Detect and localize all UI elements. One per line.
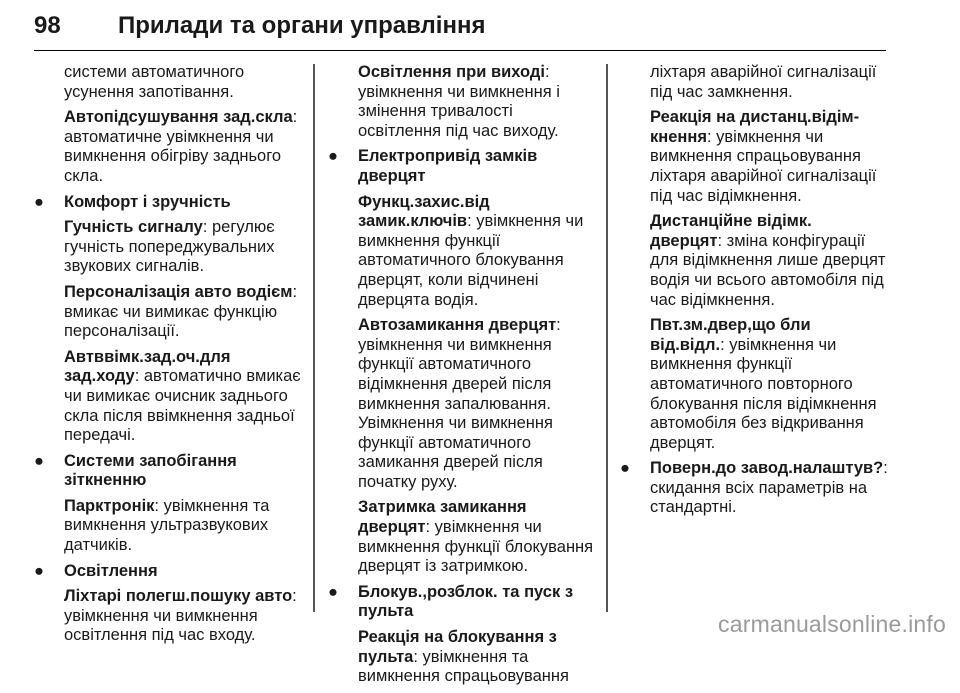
term: Функц.захис.від замик.ключів xyxy=(358,192,490,231)
term: Реакція на дистанц.відім-кнення xyxy=(650,108,860,146)
bullet-icon: ● xyxy=(34,192,44,211)
column-divider-2 xyxy=(606,64,608,612)
term: Автопідсушування зад.скла xyxy=(64,108,293,127)
term: Персоналізація авто водієм xyxy=(64,282,293,301)
term: Ліхтарі полегш.пошуку авто xyxy=(64,587,293,606)
paragraph: Пвт.зм.двер,що бли від.відл.: увімкнення чи вимкнення функції автоматичного повторного блокування після відімкнення автомобіля без відкривання дверцят. xyxy=(650,316,877,452)
term: Дистанційне відімк. дверцят xyxy=(650,212,812,250)
paragraph: ліхтаря аварійної сигналізації під час замкнення. xyxy=(650,63,877,101)
term: Освітлення при виході xyxy=(358,63,545,81)
bullet-heading: Системи запобігання зіткненню xyxy=(64,451,237,490)
bullet-icon: ● xyxy=(620,459,630,478)
paragraph: системи автоматичного усунення запотівання. xyxy=(64,63,245,101)
column-3 xyxy=(620,63,888,524)
term: Автввімк.зад.оч.для зад.ходу xyxy=(64,347,231,386)
bullet-heading: Комфорт і зручність xyxy=(64,192,231,211)
page-title: Прилади та органи управління xyxy=(118,12,486,39)
bullet-item xyxy=(34,193,306,213)
term: Парктронік xyxy=(64,496,155,515)
paragraph: Реакція на блокування з пульта: увімкнення та вимкнення спрацьовування xyxy=(358,628,569,686)
bullet-icon: ● xyxy=(328,147,338,166)
paragraph: Автозамикання дверцят: увімкнення чи вимкнення функції автоматичного відімкнення дверей після вимкнення запалювання. Увімкнення чи вимкнення функції автоматичного замикання дверей після початку руху. xyxy=(358,316,561,491)
term: Автозамикання дверцят xyxy=(358,316,557,335)
bullet-heading: Поверн.до завод.налаштув? xyxy=(650,459,884,478)
term: Реакція на блокування з пульта xyxy=(358,628,557,666)
bullet-icon: ● xyxy=(328,582,338,601)
paragraph: Автопідсушування зад.скла: автоматичне увімкнення чи вимкнення обігріву заднього скла. xyxy=(64,108,298,185)
bullet-item: ● Поверн.до завод.налаштув?: скидання всіх параметрів на стандартні. xyxy=(620,459,888,517)
paragraph: Функц.захис.від замик.ключів: увімкнення чи вимкнення функції автоматичного блокування дверцят, коли відчинені дверцята водія. xyxy=(358,192,584,309)
paragraph: Автввімк.зад.оч.для зад.ходу: автоматично вмикає чи вимикає очисник заднього скла після ввімкнення задньої передачі. xyxy=(64,347,301,445)
paragraph: Реакція на дистанц.відім-кнення: увімкнення чи вимкнення спрацьовування ліхтаря аварійної сигналізації під час відімкнення. xyxy=(650,108,877,205)
column-divider-1 xyxy=(313,64,315,612)
paragraph: Ліхтарі полегш.пошуку авто: увімкнення чи вимкнення освітлення під час входу. xyxy=(64,587,297,645)
term: Гучність сигналу xyxy=(64,218,203,237)
bullet-heading: Освітлення xyxy=(64,561,158,580)
column-2 xyxy=(328,63,600,693)
watermark: carmanualsonline.info xyxy=(718,611,946,637)
bullet-icon: ● xyxy=(34,561,44,580)
bullet-item xyxy=(34,562,306,582)
paragraph: Персоналізація авто водієм: вмикає чи вимикає функцію персоналізації. xyxy=(64,282,298,341)
term: Пвт.зм.двер,що бли від.відл. xyxy=(650,316,811,354)
page-header xyxy=(34,0,886,51)
term: Затримка замикання дверцят xyxy=(358,498,527,537)
bullet-heading: Електропривід замків дверцят xyxy=(358,147,538,185)
page-number: 98 xyxy=(34,12,61,39)
bullet-item xyxy=(328,147,600,186)
paragraph: Освітлення при виході: увімкнення чи вимкнення і змінення тривалості освітлення під час виходу. xyxy=(358,63,560,140)
paragraph: Дистанційне відімк. дверцят: зміна конфігурації для відімкнення лише дверцят водія чи всього автомобіля під час відімкнення. xyxy=(650,212,886,309)
paragraph: Гучність сигналу: регулює гучність попереджувальних звукових сигналів. xyxy=(64,218,275,276)
bullet-heading: Блокув.,розблок. та пуск з пульта xyxy=(358,582,574,621)
column-1 xyxy=(34,63,306,652)
paragraph: Затримка замикання дверцят: увімкнення чи вимкнення функції блокування дверцят із затримкою. xyxy=(358,498,594,576)
bullet-item xyxy=(328,583,600,622)
bullet-icon: ● xyxy=(34,451,44,470)
bullet-item xyxy=(34,452,306,491)
paragraph: Парктронік: увімкнення та вимкнення ультразвукових датчиків. xyxy=(64,496,270,555)
